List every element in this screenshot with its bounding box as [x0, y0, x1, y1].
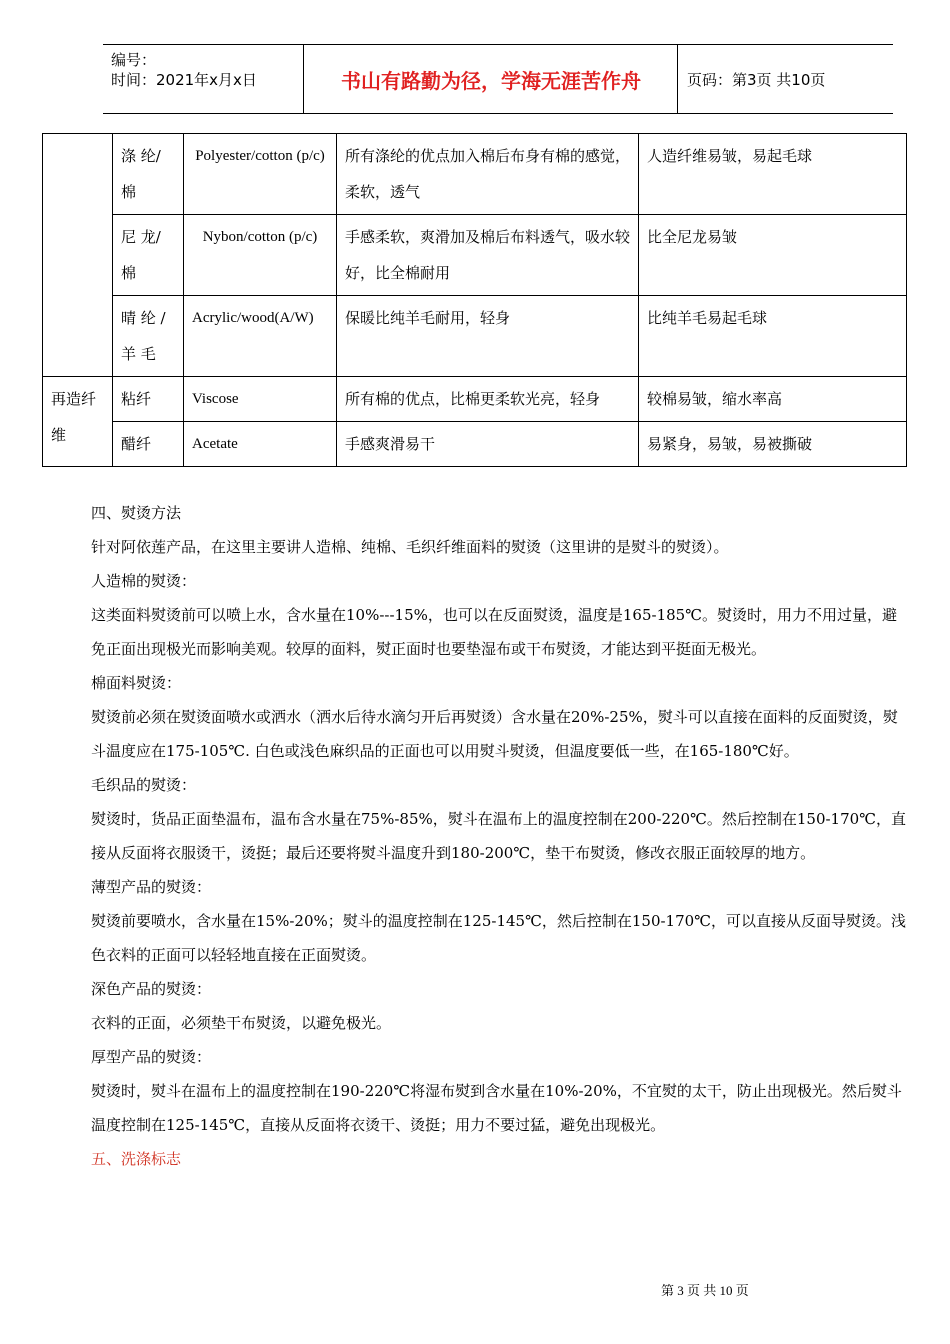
fabric-name-cell: 粘纤 [113, 377, 184, 422]
category-cell: 再造纤维 [43, 377, 113, 467]
advantage-cell: 所有涤纶的优点加入棉后布身有棉的感觉，柔软，透气 [337, 134, 639, 215]
table-row [43, 296, 907, 377]
category-cell [43, 134, 113, 377]
paragraph: 熨烫时，熨斗在温布上的温度控制在190-220℃将湿布熨到含水量在10%-20%，不宜熨的太干，防止出现极光。然后熨斗温度控制在125-145℃，直接从反面将衣烫干、烫挺；用力不要过猛，避免出现极光。 [91, 1082, 902, 1134]
disadvantage-cell: 比纯羊毛易起毛球 [639, 296, 907, 377]
subheading: 人造棉的熨烫： [91, 572, 197, 590]
fabric-name-cell: 醋纤 [113, 422, 184, 467]
header-page-info: 页码：第3页 共10页 [687, 70, 826, 89]
subheading: 薄型产品的熨烫： [91, 878, 212, 896]
subheading: 毛织品的熨烫： [91, 776, 197, 794]
paragraph: 熨烫前要喷水，含水量在15%-20%；熨斗的温度控制在125-145℃，然后控制在150-170℃，可以直接从反面导熨烫。浅色衣料的正面可以轻轻地直接在正面熨烫。 [91, 912, 906, 964]
fabric-name-cell: 尼 龙/ 棉 [113, 215, 184, 296]
advantage-cell: 手感柔软，爽滑加及棉后布料透气，吸水较好，比全棉耐用 [337, 215, 639, 296]
paragraph: 熨烫前必须在熨烫面喷水或洒水（洒水后待水滴匀开后再熨烫）含水量在20%-25%，熨斗可以直接在面料的反面熨烫，熨斗温度应在175-105℃. 白色或浅色麻织品的正面也可以用熨斗熨烫，但温度要低一些，在165-180℃好。 [91, 708, 898, 760]
fabric-english-cell: Viscose [184, 377, 337, 422]
paragraph: 熨烫时，货品正面垫温布，温布含水量在75%-85%，熨斗在温布上的温度控制在200-220℃。然后控制在150-170℃，直接从反面将衣服烫干，烫挺；最后还要将熨斗温度升到180-200℃，垫干布熨烫，修改衣服正面较厚的地方。 [91, 810, 906, 862]
disadvantage-cell: 比全尼龙易皱 [639, 215, 907, 296]
fabric-table [42, 133, 907, 467]
paragraph: 针对阿依莲产品，在这里主要讲人造棉、纯棉、毛织纤维面料的熨烫（这里讲的是熨斗的熨烫）。 [91, 538, 729, 556]
subheading: 棉面料熨烫： [91, 674, 182, 692]
advantage-cell: 保暖比纯羊毛耐用，轻身 [337, 296, 639, 377]
header-divider [677, 45, 678, 113]
section-heading: 五、洗涤标志 [91, 1150, 182, 1168]
paragraph: 衣料的正面，必须垫干布熨烫，以避免极光。 [91, 1014, 392, 1032]
subheading: 厚型产品的熨烫： [91, 1048, 212, 1066]
fabric-english-cell: Nybon/cotton (p/c) [184, 215, 337, 296]
header-motto: 书山有路勤为径，学海无涯苦作舟 [341, 68, 641, 93]
subheading: 深色产品的熨烫： [91, 980, 212, 998]
advantage-cell: 所有棉的优点，比棉更柔软光亮，轻身 [337, 377, 639, 422]
fabric-name-cell: 涤 纶/ 棉 [113, 134, 184, 215]
table-row [43, 422, 907, 467]
time-label: 时间：2021年x月x日 [111, 71, 257, 89]
fabric-english-cell: Polyester/cotton (p/c) [184, 134, 337, 215]
section-heading: 四、熨烫方法 [91, 504, 182, 522]
paragraph: 这类面料熨烫前可以喷上水，含水量在10%---15%，也可以在反面熨烫，温度是165-185℃。熨烫时，用力不用过量，避免正面出现极光而影响美观。较厚的面料，熨正面时也要垫湿布或干布熨烫，才能达到平挺面无极光。 [91, 606, 897, 658]
table-row [43, 134, 907, 215]
disadvantage-cell: 较棉易皱，缩水率高 [639, 377, 907, 422]
page-footer: 第 3 页 共 10 页 [661, 1283, 749, 1298]
fabric-english-cell: Acetate [184, 422, 337, 467]
header-meta [103, 45, 303, 113]
table-row [43, 215, 907, 296]
advantage-cell: 手感爽滑易干 [337, 422, 639, 467]
disadvantage-cell: 易紧身，易皱，易被撕破 [639, 422, 907, 467]
ironing-section [91, 496, 906, 1176]
page-header [103, 44, 893, 114]
fabric-english-cell: Acrylic/wood(A/W) [184, 296, 337, 377]
table-row [43, 377, 907, 422]
fabric-name-cell: 晴 纶 / 羊 毛 [113, 296, 184, 377]
disadvantage-cell: 人造纤维易皱，易起毛球 [639, 134, 907, 215]
header-divider [303, 45, 304, 113]
code-label: 编号： [111, 51, 157, 69]
